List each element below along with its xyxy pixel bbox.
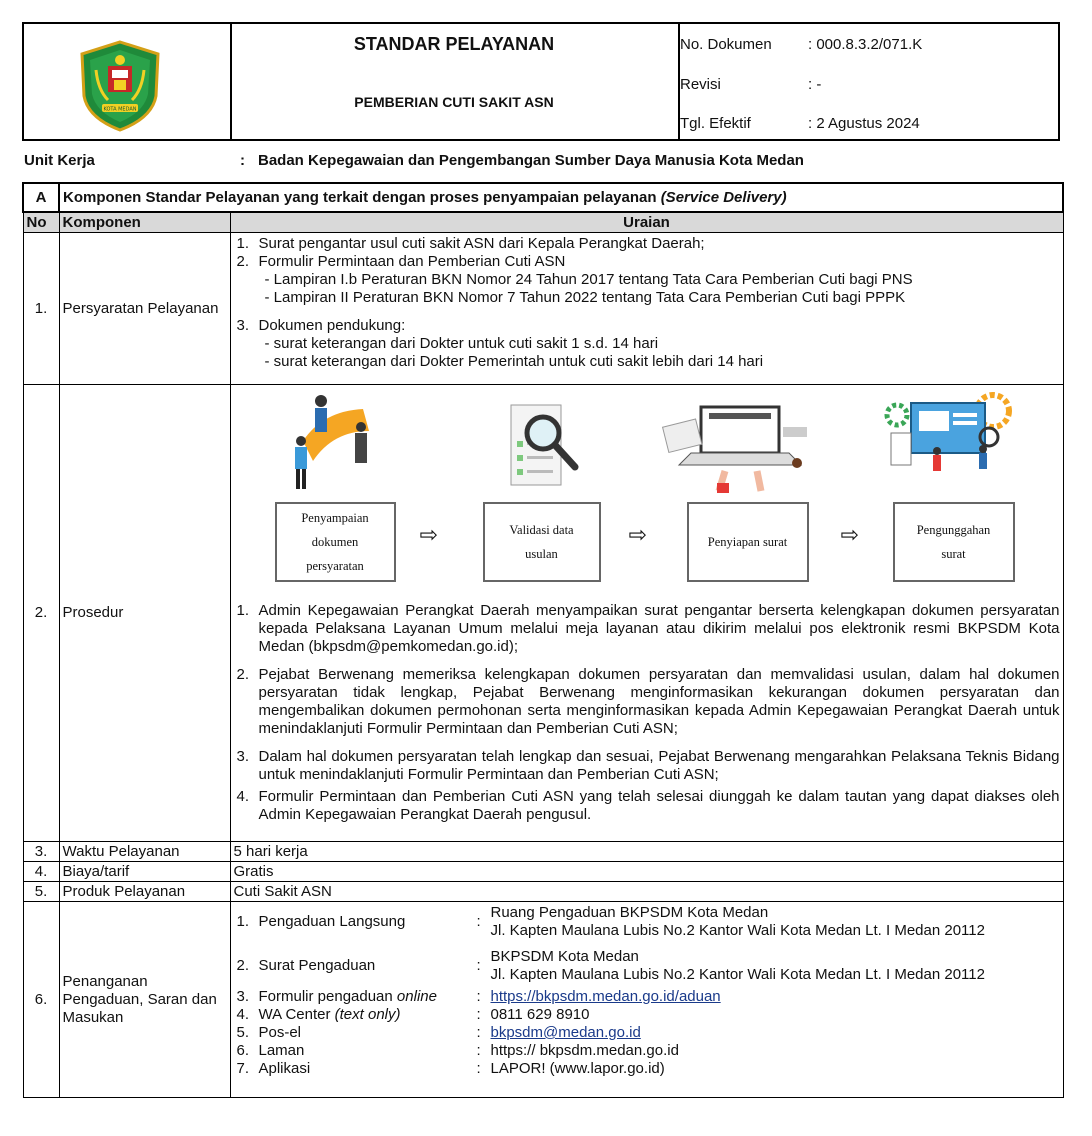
email-link[interactable]: bkpsdm@medan.go.id	[490, 1024, 641, 1041]
effective-date-value: : 2 Agustus 2024	[808, 115, 920, 132]
application-value: LAPOR! (www.lapor.go.id)	[490, 1060, 665, 1077]
channel-colon: :	[476, 1060, 481, 1077]
procedure-step: 1. Admin Kepegawaian Perangkat Daerah menyampaikan surat pengantar berserta kelengkapan dokumen persyaratan kepada Pelaksana Layanan Umum melalui meja layanan atau dikirim melalui pos elektronik resmi BKPSDM Kota Medan (bkpsdm@pemkomedan.go.id);	[236, 602, 1060, 655]
procedure-flowchart	[237, 385, 1060, 591]
channel-value: Ruang Pengaduan BKPSDM Kota Medan Jl. Kapten Maulana Lubis No.2 Kantor Wali Kota Medan Lt. I Medan 20112	[490, 904, 985, 939]
row-label: Prosedur	[59, 385, 230, 842]
channel-colon: :	[476, 957, 481, 974]
revision-value: : -	[808, 76, 822, 93]
channel-label: 7. Aplikasi	[236, 1060, 311, 1077]
row-number: 4.	[23, 862, 59, 882]
table-row	[23, 842, 1063, 862]
row-label: Waktu Pelayanan	[59, 842, 230, 862]
row-value: Cuti Sakit ASN	[230, 882, 1063, 902]
effective-date-label: Tgl. Efektif	[680, 115, 751, 132]
unit-label: Unit Kerja	[24, 152, 95, 169]
wa-center-number: 0811 629 8910	[490, 1006, 590, 1023]
medan-coat-of-arms-logo	[78, 40, 162, 132]
sub-item: - Lampiran I.b Peraturan BKN Nomor 24 Tahun 2017 tentang Tata Cara Pemberian Cuti bagi PNS	[264, 271, 913, 288]
procedure-step: 3. Dalam hal dokumen persyaratan telah lengkap dan sesuai, Pejabat Berwenang mengarahkan Pelaksana Teknis Bidang untuk menindaklanjuti Formulir Permintaan dan Pemberian Cuti ASN;	[236, 748, 1060, 783]
row-label: Biaya/tarif	[59, 862, 230, 882]
unit-value: Badan Kepegawaian dan Pengembangan Sumber Daya Manusia Kota Medan	[258, 152, 804, 169]
procedure-step: 4. Formulir Permintaan dan Pemberian Cuti ASN yang telah selesai diunggah ke dalam tautan yang dapat diakses oleh Admin Kepegawaian Perangkat Daerah pengusul.	[236, 788, 1060, 823]
row-value: 5 hari kerja	[230, 842, 1063, 862]
flow-arrow-icon: ⇨	[840, 523, 859, 548]
revision-label: Revisi	[680, 76, 721, 93]
row-label: Persyaratan Pelayanan	[59, 233, 230, 385]
flow-step-box: Validasi data usulan	[483, 502, 601, 582]
channel-colon: :	[476, 1024, 481, 1041]
complaint-form-link[interactable]: https://bkpsdm.medan.go.id/aduan	[490, 988, 721, 1005]
channel-colon: :	[476, 913, 481, 930]
service-standard-table	[22, 182, 1064, 1098]
channel-label: 6. Laman	[236, 1042, 305, 1059]
channel-colon: :	[476, 1006, 481, 1023]
table-row	[23, 385, 1063, 842]
table-row	[23, 902, 1063, 1098]
table-row	[23, 882, 1063, 902]
unit-colon: :	[240, 152, 245, 169]
col-no-header: No	[23, 212, 59, 233]
sub-item: - surat keterangan dari Dokter untuk cuti sakit 1 s.d. 14 hari	[264, 335, 659, 352]
logo-text: KOTA MEDAN	[103, 106, 137, 113]
requirements-cell	[230, 233, 1063, 385]
procedure-cell	[230, 385, 1063, 842]
flow-step-box: Penyiapan surat	[687, 502, 809, 582]
list-item: 3. Dokumen pendukung:	[236, 317, 406, 334]
page-title: STANDAR PELAYANAN	[353, 34, 555, 54]
complaint-channels	[237, 904, 1060, 1078]
list-item: 2. Formulir Permintaan dan Pemberian Cuti ASN	[236, 253, 566, 270]
channel-label: 3. Formulir pengaduan online	[236, 988, 437, 1005]
section-title: Komponen Standar Pelayanan yang terkait dengan proses penyampaian pelayanan (Service Delivery)	[59, 183, 1063, 212]
flow-arrow-icon: ⇨	[628, 523, 647, 548]
website-value: https:// bkpsdm.medan.go.id	[490, 1042, 679, 1059]
channel-colon: :	[476, 1042, 481, 1059]
procedure-step: 2. Pejabat Berwenang memeriksa kelengkapan dokumen persyaratan dan memvalidasi usulan, dalam hal dokumen persyaratan tidak lengkap, Pejabat Berwenang menginformasikan kekurangan dokumen persyaratan dan mengembalikan dokumen permohonan serta menginformasikan kepada Admin Kepegawaian Perangkat Daerah untuk menindaklanjuti Formulir Permintaan dan Pemberian Cuti ASN;	[236, 666, 1060, 737]
laptop-work-illustration	[661, 401, 815, 493]
row-value: Gratis	[230, 862, 1063, 882]
document-search-illustration	[499, 401, 589, 491]
document-header	[22, 22, 1060, 141]
row-number: 5.	[23, 882, 59, 902]
page-subtitle: PEMBERIAN CUTI SAKIT ASN	[354, 94, 554, 110]
channel-label: 2. Surat Pengaduan	[236, 957, 376, 974]
section-header-row	[23, 183, 1063, 212]
table-row	[23, 233, 1063, 385]
col-komponen-header: Komponen	[59, 212, 230, 233]
row-number: 6.	[23, 902, 59, 1098]
list-item: 1. Surat pengantar usul cuti sakit ASN dari Kepala Perangkat Daerah;	[236, 235, 705, 252]
flow-arrow-icon: ⇨	[419, 523, 438, 548]
row-label: Produk Pelayanan	[59, 882, 230, 902]
channel-colon: :	[476, 988, 481, 1005]
complaints-cell	[230, 902, 1063, 1098]
upload-gears-illustration	[883, 389, 1015, 481]
channel-value: BKPSDM Kota Medan Jl. Kapten Maulana Lubis No.2 Kantor Wali Kota Medan Lt. I Medan 20112	[490, 948, 985, 983]
channel-label: 4. WA Center (text only)	[236, 1006, 401, 1023]
service-desk-illustration	[283, 391, 373, 495]
doc-no-label: No. Dokumen	[680, 36, 772, 53]
flow-step-box: Penyampaian dokumen persyaratan	[275, 502, 396, 582]
sub-item: - Lampiran II Peraturan BKN Nomor 7 Tahun 2022 tentang Tata Cara Pemberian Cuti bagi PPPK	[264, 289, 906, 306]
table-row	[23, 862, 1063, 882]
row-number: 2.	[23, 385, 59, 842]
section-letter: A	[23, 183, 59, 212]
row-label: Penanganan Pengaduan, Saran dan Masukan	[59, 902, 230, 1098]
column-header-row	[23, 212, 1063, 233]
channel-label: 5. Pos-el	[236, 1024, 302, 1041]
channel-label: 1. Pengaduan Langsung	[236, 913, 406, 930]
col-uraian-header: Uraian	[230, 212, 1063, 233]
sub-item: - surat keterangan dari Dokter Pemerintah untuk cuti sakit lebih dari 14 hari	[264, 353, 764, 370]
row-number: 1.	[23, 233, 59, 385]
doc-no-value: : 000.8.3.2/071.K	[808, 36, 923, 53]
row-number: 3.	[23, 842, 59, 862]
flow-step-box: Pengunggahan surat	[893, 502, 1015, 582]
